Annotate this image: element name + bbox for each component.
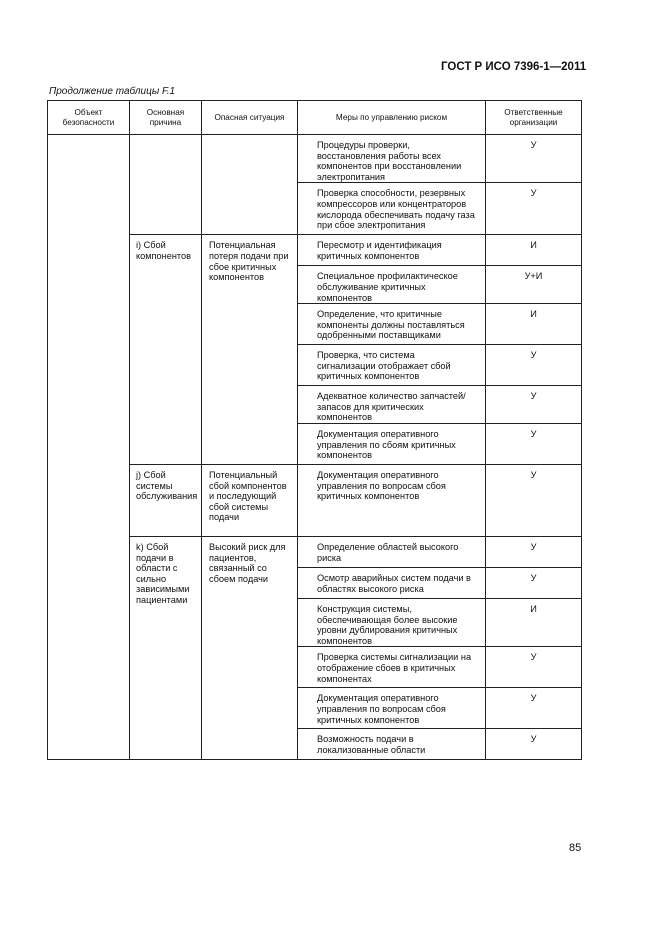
responsible-cell: У	[486, 386, 582, 424]
situation-cell: Потенциальная потеря подачи при сбое критичных компонентов	[202, 235, 298, 465]
responsible-cell: У	[486, 688, 582, 729]
column-header-situation: Опасная ситуация	[202, 101, 298, 135]
measure-cell: Адекватное количество запчастей/запасов для критических компонентов	[298, 386, 486, 424]
table-continuation-caption: Продолжение таблицы F.1	[49, 86, 176, 97]
responsible-cell: У	[486, 345, 582, 386]
responsible-cell: У	[486, 536, 582, 567]
cause-cell: k) Сбой подачи в области с сильно зависимыми пациентами	[130, 536, 202, 759]
responsible-cell: У	[486, 567, 582, 598]
cause-cell: i) Сбой компонентов	[130, 235, 202, 465]
table-header-row	[48, 101, 582, 135]
measure-cell: Проверка системы сигнализации на отображение сбоев в критичных компонентах	[298, 647, 486, 688]
page-number: 85	[569, 842, 582, 854]
measure-cell: Конструкция системы, обеспечивающая более высокие уровни дублирования критичных компонентов	[298, 598, 486, 646]
measure-cell: Возможность подачи в локализованные области	[298, 729, 486, 760]
measure-cell: Определение, что критичные компоненты должны поставляться одобренными поставщиками	[298, 304, 486, 345]
responsible-cell: И	[486, 235, 582, 266]
measure-cell: Определение областей высокого риска	[298, 536, 486, 567]
responsible-cell: И	[486, 598, 582, 646]
responsible-cell: У	[486, 423, 582, 464]
responsible-cell: У	[486, 183, 582, 235]
measure-cell: Документация оперативного управления по вопросам сбоя критичных компонентов	[298, 464, 486, 536]
situation-cell	[202, 135, 298, 235]
measure-cell: Осмотр аварийных систем подачи в областях высокого риска	[298, 567, 486, 598]
responsible-cell: У	[486, 647, 582, 688]
column-header-object: Объект безопасности	[48, 101, 130, 135]
situation-cell: Потенциальный сбой компонентов и последующий сбой системы подачи	[202, 464, 298, 536]
measure-cell: Пересмотр и идентификация критичных компонентов	[298, 235, 486, 266]
measure-cell: Документация оперативного управления по вопросам сбоя критичных компонентов	[298, 688, 486, 729]
object-cell	[48, 135, 130, 760]
document-standard-header: ГОСТ Р ИСО 7396-1—2011	[441, 61, 587, 73]
responsible-cell: У	[486, 135, 582, 183]
responsible-cell: У	[486, 464, 582, 536]
responsible-cell: И	[486, 304, 582, 345]
measure-cell: Специальное профилактическое обслуживание критичных компонентов	[298, 266, 486, 304]
measure-cell: Процедуры проверки, восстановления работы всех компонентов при восстановлении электропитания	[298, 135, 486, 183]
responsible-cell: У+И	[486, 266, 582, 304]
responsible-cell: У	[486, 729, 582, 760]
column-header-cause: Основная причина	[130, 101, 202, 135]
cause-cell: j) Сбой системы обслуживания	[130, 464, 202, 536]
column-header-measures: Меры по управлению риском	[298, 101, 486, 135]
column-header-responsible: Ответственные организации	[486, 101, 582, 135]
measure-cell: Проверка способности, резервных компрессоров или концентраторов кислорода обеспечивать подачу газа при сбое электропитания	[298, 183, 486, 235]
table-row	[48, 135, 582, 183]
situation-cell: Высокий риск для пациентов, связанный со сбоем подачи	[202, 536, 298, 759]
measure-cell: Проверка, что система сигнализации отображает сбой критичных компонентов	[298, 345, 486, 386]
measure-cell: Документация оперативного управления по сбоям критичных компонентов	[298, 423, 486, 464]
cause-cell	[130, 135, 202, 235]
risk-measures-table	[47, 100, 582, 760]
